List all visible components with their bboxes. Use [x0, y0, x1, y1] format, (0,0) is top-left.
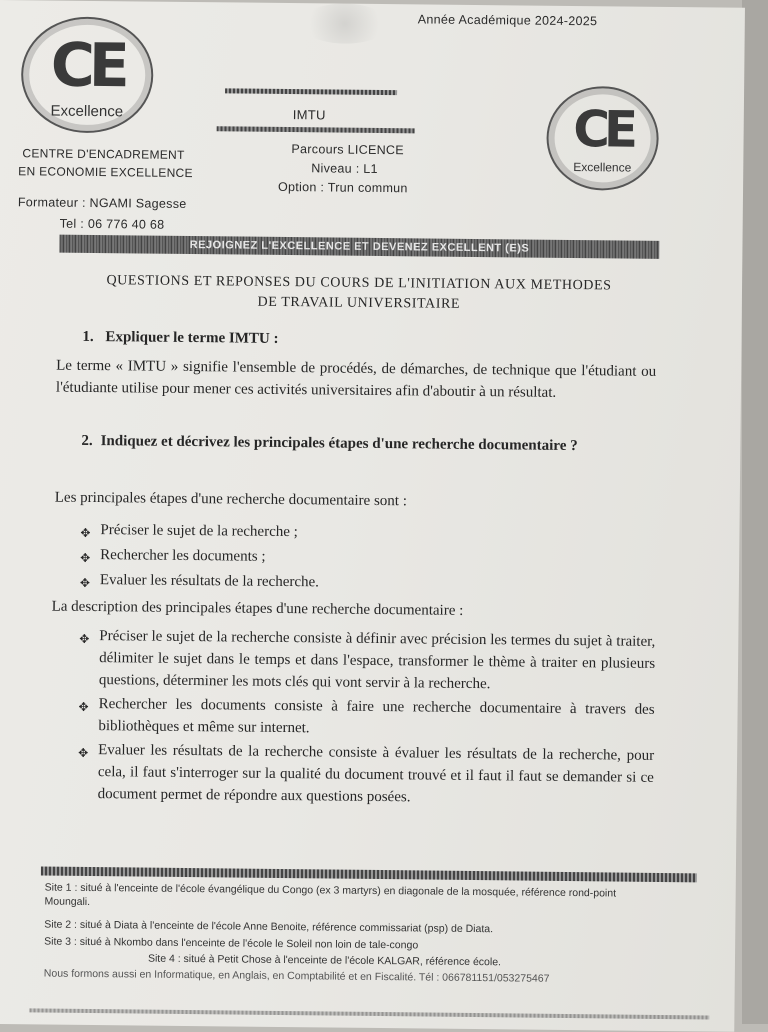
slogan-banner: REJOIGNEZ L'EXCELLENCE ET DEVENEZ EXCELLENT (E)S [59, 235, 659, 259]
question-2 [81, 431, 655, 458]
center-name: CENTRE D'ENCADREMENT [22, 146, 185, 162]
footer-site-3: Site 3 : situé à Nkombo dans l'enceinte de l'école le Soleil non loin de tale-congo [44, 935, 419, 952]
code-bar-bottom [217, 126, 415, 133]
trainer: Formateur : NGAMI Sagesse [17, 195, 187, 211]
title-line-2: DE TRAVAIL UNIVERSITAIRE [257, 294, 461, 312]
steps-intro: Les principales étapes d'une recherche documentaire sont : [54, 489, 407, 510]
scan-stain [300, 3, 390, 44]
question-number: 2. [81, 432, 93, 449]
diamond-bullet-icon: ✥ [78, 699, 89, 714]
program: Parcours LICENCE [291, 142, 405, 158]
list-item [79, 625, 656, 697]
title-line-1: QUESTIONS ET REPONSES DU COURS DE L'INITIATION AUX METHODES [106, 273, 612, 294]
center-name-2: EN ECONOMIE EXCELLENCE [18, 164, 193, 181]
logo-mark: CE [572, 100, 633, 159]
left-logo [21, 16, 154, 133]
logo-word: Excellence [50, 102, 124, 121]
diamond-bullet-icon: ✥ [79, 575, 91, 590]
list-item [78, 739, 655, 811]
right-logo [546, 86, 659, 191]
level: Niveau : L1 [311, 161, 378, 176]
bottom-bar [29, 1008, 709, 1019]
list-item [80, 569, 580, 599]
course-code: IMTU [292, 107, 326, 123]
footer-bar [41, 866, 697, 882]
footer-site-2: Site 2 : situé à Diata à l'enceinte de l'école Anne Benoite, référence commissariat (psp) de Diata. [44, 918, 494, 936]
footer-site-1: Site 1 : situé à l'enceinte de l'école évangélique du Congo (ex 3 martyrs) en diagonale de la mosquée, référence rond-point Moungali. [44, 881, 617, 908]
question-1 [82, 329, 278, 348]
list-item-text: Rechercher les documents consiste à faire une recherche documentaire à travers des bibliothèques et même sur internet. [98, 696, 655, 737]
list-item-text: Préciser le sujet de la recherche ; [100, 522, 298, 541]
answer-1: Le terme « IMTU » signifie l'ensemble de procédés, de démarches, de technique que l'étudiant ou l'étudiante utilise pour mener ces activités universitaires afin d'aboutir à un résultat. [55, 357, 657, 401]
footer-site-4: Site 4 : situé à Petit Chose à l'enceinte de l'école KALGAR, référence école. [147, 952, 502, 969]
list-item [78, 693, 654, 743]
question-text: Expliquer le terme IMTU : [105, 329, 279, 347]
steps-list [80, 519, 581, 599]
footer-courses: Nous formons aussi en Informatique, en Anglais, en Comptabilité et en Fiscalité. Tél : 066781151/053275467 [43, 967, 550, 985]
list-item-text: Evaluer les résultats de la recherche. [99, 572, 320, 591]
list-item-text: Préciser le sujet de la recherche consiste à définir avec précision les termes du sujet à traiter, délimiter le sujet dans le temps et dans l'espace, transformer le thème à traiter en plusieurs questions, déterminer les mots clés qui vont servir à la recherche. [98, 628, 656, 693]
diamond-bullet-icon: ✥ [80, 550, 91, 565]
logo-mark: CE [50, 30, 125, 102]
logo-word: Excellence [573, 160, 632, 175]
description-intro: La description des principales étapes d'une recherche documentaire : [51, 598, 464, 619]
option: Option : Trun commun [277, 179, 408, 196]
descriptions-list [78, 625, 656, 811]
academic-year: Année Académique 2024-2025 [417, 12, 598, 29]
question-number: 1. [82, 328, 94, 345]
document-title [59, 271, 659, 317]
diamond-bullet-icon: ✥ [78, 745, 89, 760]
diamond-bullet-icon: ✥ [80, 525, 91, 540]
background-edge [742, 0, 768, 1024]
list-item-text: Evaluer les résultats de la recherche consiste à évaluer les résultats de la recherche, pour cela, il faut s'interroger sur la qualité du document trouvé et il faut il faut se demander si ce document permet de répondre aux questions posées. [97, 742, 655, 806]
phone: Tel : 06 776 40 68 [59, 216, 165, 232]
question-text: Indiquez et décrivez les principales étapes d'une recherche documentaire ? [100, 433, 578, 455]
code-bar-top [225, 88, 397, 95]
diamond-bullet-icon: ✥ [79, 631, 90, 646]
list-item-text: Rechercher les documents ; [100, 547, 266, 565]
